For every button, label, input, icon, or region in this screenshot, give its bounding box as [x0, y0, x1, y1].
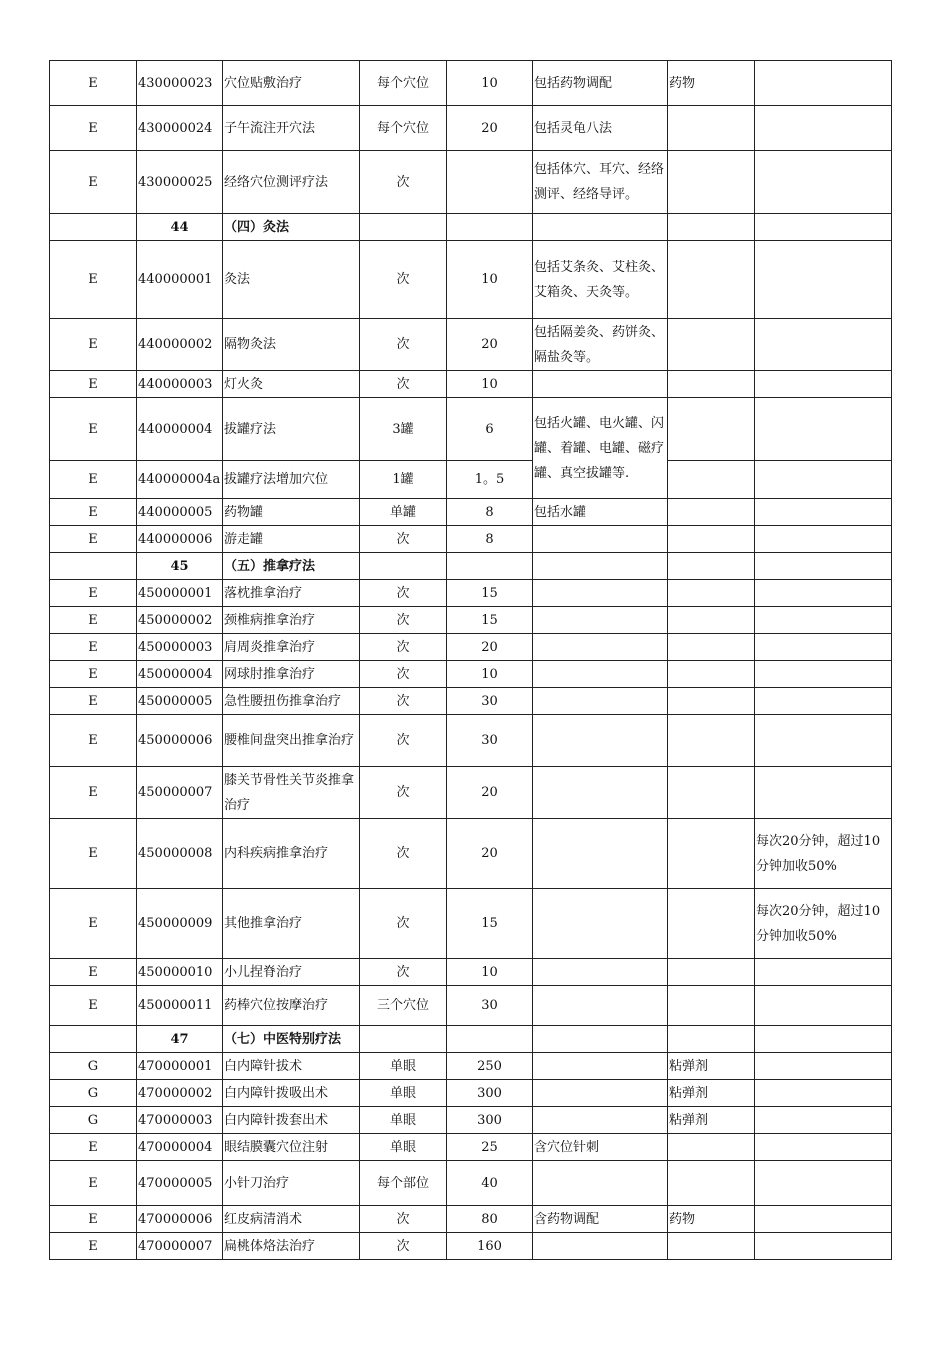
table-row	[50, 1107, 892, 1134]
cell-unit: 1罐	[360, 461, 447, 499]
cell-cat: E	[50, 1134, 137, 1161]
cell-note	[755, 526, 892, 553]
cell-note	[755, 1107, 892, 1134]
cell-except: 粘弹剂	[668, 1107, 755, 1134]
table-row	[50, 151, 892, 214]
cell-unit: 每个部位	[360, 1161, 447, 1206]
table-row	[50, 1233, 892, 1260]
cell-name: 隔物灸法	[223, 319, 360, 371]
table-row	[50, 1206, 892, 1233]
cell-unit: 次	[360, 526, 447, 553]
cell-unit	[360, 214, 447, 241]
cell-unit	[360, 553, 447, 580]
cell-code: 470000005	[137, 1161, 223, 1206]
cell-code: 440000005	[137, 499, 223, 526]
table-row	[50, 499, 892, 526]
cell-content: 含穴位针刺	[533, 1134, 668, 1161]
cell-name: 穴位贴敷治疗	[223, 61, 360, 106]
cell-name: 拔罐疗法增加穴位	[223, 461, 360, 499]
cell-name: 灯火灸	[223, 371, 360, 398]
cell-note: 每次20分钟，超过10分钟加收50%	[755, 889, 892, 959]
cell-code: 470000001	[137, 1053, 223, 1080]
cell-content	[533, 371, 668, 398]
cell-except: 粘弹剂	[668, 1080, 755, 1107]
cell-price: 40	[447, 1161, 533, 1206]
cell-price: 8	[447, 499, 533, 526]
cell-name: 白内障针拨套出术	[223, 1107, 360, 1134]
cell-note	[755, 553, 892, 580]
cell-except	[668, 1233, 755, 1260]
cell-price	[447, 151, 533, 214]
cell-price: 20	[447, 767, 533, 819]
cell-code: 450000001	[137, 580, 223, 607]
cell-price: 20	[447, 819, 533, 889]
cell-except	[668, 1026, 755, 1053]
cell-code: 470000002	[137, 1080, 223, 1107]
cell-unit: 次	[360, 371, 447, 398]
cell-except	[668, 151, 755, 214]
cell-unit: 次	[360, 634, 447, 661]
cell-name: 子午流注开穴法	[223, 106, 360, 151]
cell-content: 包括艾条灸、艾柱灸、艾箱灸、天灸等。	[533, 241, 668, 319]
cell-name: 拔罐疗法	[223, 398, 360, 461]
cell-except	[668, 634, 755, 661]
cell-content: 包括灵龟八法	[533, 106, 668, 151]
cell-note	[755, 214, 892, 241]
cell-unit: 次	[360, 319, 447, 371]
cell-except	[668, 661, 755, 688]
cell-name: 颈椎病推拿治疗	[223, 607, 360, 634]
cell-except	[668, 1161, 755, 1206]
cell-content	[533, 1233, 668, 1260]
cell-except	[668, 214, 755, 241]
cell-except: 粘弹剂	[668, 1053, 755, 1080]
cell-price: 30	[447, 715, 533, 767]
section-header-row	[50, 1026, 892, 1053]
cell-cat: E	[50, 151, 137, 214]
cell-unit	[360, 1026, 447, 1053]
section-header-row	[50, 553, 892, 580]
cell-cat	[50, 553, 137, 580]
cell-unit: 3罐	[360, 398, 447, 461]
table-row	[50, 889, 892, 959]
cell-cat: E	[50, 319, 137, 371]
cell-unit: 次	[360, 1233, 447, 1260]
cell-name: 经络穴位测评疗法	[223, 151, 360, 214]
cell-content: 含药物调配	[533, 1206, 668, 1233]
cell-code: 450000006	[137, 715, 223, 767]
cell-content	[533, 819, 668, 889]
cell-name: 小儿捏脊治疗	[223, 959, 360, 986]
cell-price: 10	[447, 661, 533, 688]
cell-code: 440000002	[137, 319, 223, 371]
cell-note	[755, 151, 892, 214]
cell-code: 470000003	[137, 1107, 223, 1134]
cell-cat: E	[50, 241, 137, 319]
cell-name: 游走罐	[223, 526, 360, 553]
cell-note: 每次20分钟，超过10分钟加收50%	[755, 819, 892, 889]
cell-unit: 次	[360, 715, 447, 767]
cell-cat: E	[50, 580, 137, 607]
cell-name: 眼结膜囊穴位注射	[223, 1134, 360, 1161]
cell-note	[755, 106, 892, 151]
cell-price: 160	[447, 1233, 533, 1260]
cell-price: 250	[447, 1053, 533, 1080]
table-row	[50, 1134, 892, 1161]
cell-code: 440000004a	[137, 461, 223, 499]
cell-except	[668, 819, 755, 889]
table-row	[50, 819, 892, 889]
cell-note	[755, 499, 892, 526]
table-row	[50, 398, 892, 461]
cell-cat: E	[50, 61, 137, 106]
cell-cat: G	[50, 1080, 137, 1107]
cell-code: 430000024	[137, 106, 223, 151]
table-row	[50, 106, 892, 151]
cell-note	[755, 319, 892, 371]
table-row	[50, 607, 892, 634]
cell-cat: G	[50, 1053, 137, 1080]
table-body	[50, 61, 892, 1260]
table-row	[50, 526, 892, 553]
cell-except	[668, 959, 755, 986]
cell-price: 10	[447, 959, 533, 986]
table-row	[50, 461, 892, 499]
cell-unit: 次	[360, 819, 447, 889]
cell-code: 47	[137, 1026, 223, 1053]
cell-name: 腰椎间盘突出推拿治疗	[223, 715, 360, 767]
cell-cat: E	[50, 959, 137, 986]
cell-note	[755, 959, 892, 986]
cell-except: 药物	[668, 61, 755, 106]
cell-except	[668, 106, 755, 151]
cell-name: 膝关节骨性关节炎推拿治疗	[223, 767, 360, 819]
cell-code: 450000007	[137, 767, 223, 819]
cell-cat: E	[50, 986, 137, 1026]
table-row	[50, 986, 892, 1026]
cell-name: 灸法	[223, 241, 360, 319]
cell-code: 470000004	[137, 1134, 223, 1161]
cell-code: 450000005	[137, 688, 223, 715]
cell-price: 10	[447, 61, 533, 106]
cell-unit: 次	[360, 151, 447, 214]
cell-content	[533, 715, 668, 767]
cell-price: 15	[447, 889, 533, 959]
cell-except	[668, 580, 755, 607]
cell-note	[755, 61, 892, 106]
cell-cat: E	[50, 499, 137, 526]
cell-code: 450000004	[137, 661, 223, 688]
cell-code: 44	[137, 214, 223, 241]
table-row	[50, 634, 892, 661]
cell-cat	[50, 1026, 137, 1053]
cell-price: 300	[447, 1107, 533, 1134]
cell-unit: 次	[360, 607, 447, 634]
cell-price: 25	[447, 1134, 533, 1161]
cell-name: （七）中医特别疗法	[223, 1026, 360, 1053]
cell-price	[447, 214, 533, 241]
cell-cat: E	[50, 819, 137, 889]
cell-unit: 单罐	[360, 499, 447, 526]
cell-content	[533, 986, 668, 1026]
cell-cat	[50, 214, 137, 241]
cell-name: 红皮病清消术	[223, 1206, 360, 1233]
cell-code: 450000002	[137, 607, 223, 634]
cell-note	[755, 986, 892, 1026]
cell-content: 包括药物调配	[533, 61, 668, 106]
cell-code: 430000023	[137, 61, 223, 106]
cell-content: 包括隔姜灸、药饼灸、隔盐灸等。	[533, 319, 668, 371]
cell-cat: E	[50, 106, 137, 151]
cell-except	[668, 241, 755, 319]
price-table	[49, 60, 892, 1260]
cell-unit: 次	[360, 767, 447, 819]
cell-unit: 次	[360, 241, 447, 319]
cell-unit: 次	[360, 688, 447, 715]
cell-price: 300	[447, 1080, 533, 1107]
cell-code: 450000009	[137, 889, 223, 959]
cell-cat: E	[50, 1206, 137, 1233]
cell-note	[755, 580, 892, 607]
cell-note	[755, 1206, 892, 1233]
cell-except	[668, 607, 755, 634]
cell-code: 45	[137, 553, 223, 580]
cell-code: 440000004	[137, 398, 223, 461]
cell-unit: 次	[360, 1206, 447, 1233]
cell-name: （四）灸法	[223, 214, 360, 241]
cell-except: 药物	[668, 1206, 755, 1233]
cell-price: 30	[447, 688, 533, 715]
cell-unit: 每个穴位	[360, 106, 447, 151]
cell-note	[755, 371, 892, 398]
cell-code: 450000010	[137, 959, 223, 986]
cell-note	[755, 661, 892, 688]
cell-name: 其他推拿治疗	[223, 889, 360, 959]
cell-price: 20	[447, 319, 533, 371]
cell-name: 扁桃体烙法治疗	[223, 1233, 360, 1260]
cell-price: 6	[447, 398, 533, 461]
cell-cat: G	[50, 1107, 137, 1134]
cell-unit: 每个穴位	[360, 61, 447, 106]
cell-note	[755, 1134, 892, 1161]
cell-note	[755, 1053, 892, 1080]
cell-cat: E	[50, 461, 137, 499]
table-row	[50, 1080, 892, 1107]
cell-cat: E	[50, 767, 137, 819]
cell-name: （五）推拿疗法	[223, 553, 360, 580]
cell-except	[668, 398, 755, 461]
cell-price: 20	[447, 634, 533, 661]
cell-except	[668, 319, 755, 371]
cell-name: 落枕推拿治疗	[223, 580, 360, 607]
cell-note	[755, 688, 892, 715]
cell-price: 1。5	[447, 461, 533, 499]
cell-content	[533, 634, 668, 661]
cell-note	[755, 461, 892, 499]
section-header-row	[50, 214, 892, 241]
cell-price: 80	[447, 1206, 533, 1233]
cell-unit: 次	[360, 889, 447, 959]
cell-content	[533, 767, 668, 819]
table-row	[50, 1053, 892, 1080]
cell-code: 470000007	[137, 1233, 223, 1260]
table-row	[50, 61, 892, 106]
table-row	[50, 767, 892, 819]
cell-note	[755, 634, 892, 661]
cell-cat: E	[50, 715, 137, 767]
table-row	[50, 319, 892, 371]
cell-except	[668, 767, 755, 819]
cell-content	[533, 1080, 668, 1107]
cell-content	[533, 889, 668, 959]
cell-code: 470000006	[137, 1206, 223, 1233]
cell-except	[668, 986, 755, 1026]
cell-price: 30	[447, 986, 533, 1026]
cell-cat: E	[50, 889, 137, 959]
cell-except	[668, 371, 755, 398]
cell-note	[755, 767, 892, 819]
table-row	[50, 959, 892, 986]
cell-name: 内科疾病推拿治疗	[223, 819, 360, 889]
cell-note	[755, 1026, 892, 1053]
cell-name: 急性腰扭伤推拿治疗	[223, 688, 360, 715]
cell-content	[533, 1053, 668, 1080]
cell-unit: 单眼	[360, 1053, 447, 1080]
cell-name: 肩周炎推拿治疗	[223, 634, 360, 661]
cell-code: 450000008	[137, 819, 223, 889]
cell-content: 包括体穴、耳穴、经络测评、经络导评。	[533, 151, 668, 214]
cell-except	[668, 526, 755, 553]
cell-content	[533, 661, 668, 688]
table-row	[50, 241, 892, 319]
cell-note	[755, 607, 892, 634]
cell-content	[533, 526, 668, 553]
cell-content	[533, 688, 668, 715]
cell-price	[447, 553, 533, 580]
cell-code: 440000006	[137, 526, 223, 553]
cell-cat: E	[50, 1233, 137, 1260]
cell-except	[668, 1134, 755, 1161]
cell-except	[668, 688, 755, 715]
cell-unit: 次	[360, 661, 447, 688]
cell-except	[668, 889, 755, 959]
cell-code: 440000001	[137, 241, 223, 319]
cell-price: 10	[447, 241, 533, 319]
cell-code: 430000025	[137, 151, 223, 214]
cell-cat: E	[50, 398, 137, 461]
cell-name: 网球肘推拿治疗	[223, 661, 360, 688]
cell-unit: 次	[360, 580, 447, 607]
table-row	[50, 1161, 892, 1206]
table-row	[50, 580, 892, 607]
table-row	[50, 715, 892, 767]
cell-unit: 次	[360, 959, 447, 986]
cell-content	[533, 1161, 668, 1206]
cell-name: 白内障针拨吸出术	[223, 1080, 360, 1107]
table-row	[50, 688, 892, 715]
cell-cat: E	[50, 688, 137, 715]
table-row	[50, 661, 892, 688]
cell-note	[755, 1233, 892, 1260]
cell-note	[755, 715, 892, 767]
cell-cat: E	[50, 371, 137, 398]
cell-unit: 单眼	[360, 1107, 447, 1134]
cell-content	[533, 580, 668, 607]
cell-price: 10	[447, 371, 533, 398]
cell-except	[668, 553, 755, 580]
cell-price: 8	[447, 526, 533, 553]
cell-content	[533, 1107, 668, 1134]
cell-except	[668, 499, 755, 526]
cell-name: 白内障针拔术	[223, 1053, 360, 1080]
cell-cat: E	[50, 607, 137, 634]
cell-cat: E	[50, 661, 137, 688]
cell-price	[447, 1026, 533, 1053]
cell-content: 包括水罐	[533, 499, 668, 526]
cell-content: 包括火罐、电火罐、闪罐、着罐、电罐、磁疗罐、真空拔罐等.	[533, 398, 668, 499]
cell-name: 药棒穴位按摩治疗	[223, 986, 360, 1026]
cell-note	[755, 241, 892, 319]
cell-content	[533, 959, 668, 986]
cell-unit: 单眼	[360, 1080, 447, 1107]
cell-unit: 单眼	[360, 1134, 447, 1161]
cell-except	[668, 715, 755, 767]
cell-code: 450000011	[137, 986, 223, 1026]
cell-unit: 三个穴位	[360, 986, 447, 1026]
cell-cat: E	[50, 1161, 137, 1206]
cell-name: 药物罐	[223, 499, 360, 526]
table-row	[50, 371, 892, 398]
cell-note	[755, 398, 892, 461]
cell-content	[533, 607, 668, 634]
cell-content	[533, 553, 668, 580]
cell-content	[533, 1026, 668, 1053]
cell-price: 15	[447, 607, 533, 634]
cell-price: 20	[447, 106, 533, 151]
cell-code: 450000003	[137, 634, 223, 661]
cell-note	[755, 1080, 892, 1107]
cell-cat: E	[50, 634, 137, 661]
cell-note	[755, 1161, 892, 1206]
cell-except	[668, 461, 755, 499]
cell-code: 440000003	[137, 371, 223, 398]
cell-cat: E	[50, 526, 137, 553]
cell-content	[533, 214, 668, 241]
cell-price: 15	[447, 580, 533, 607]
cell-name: 小针刀治疗	[223, 1161, 360, 1206]
